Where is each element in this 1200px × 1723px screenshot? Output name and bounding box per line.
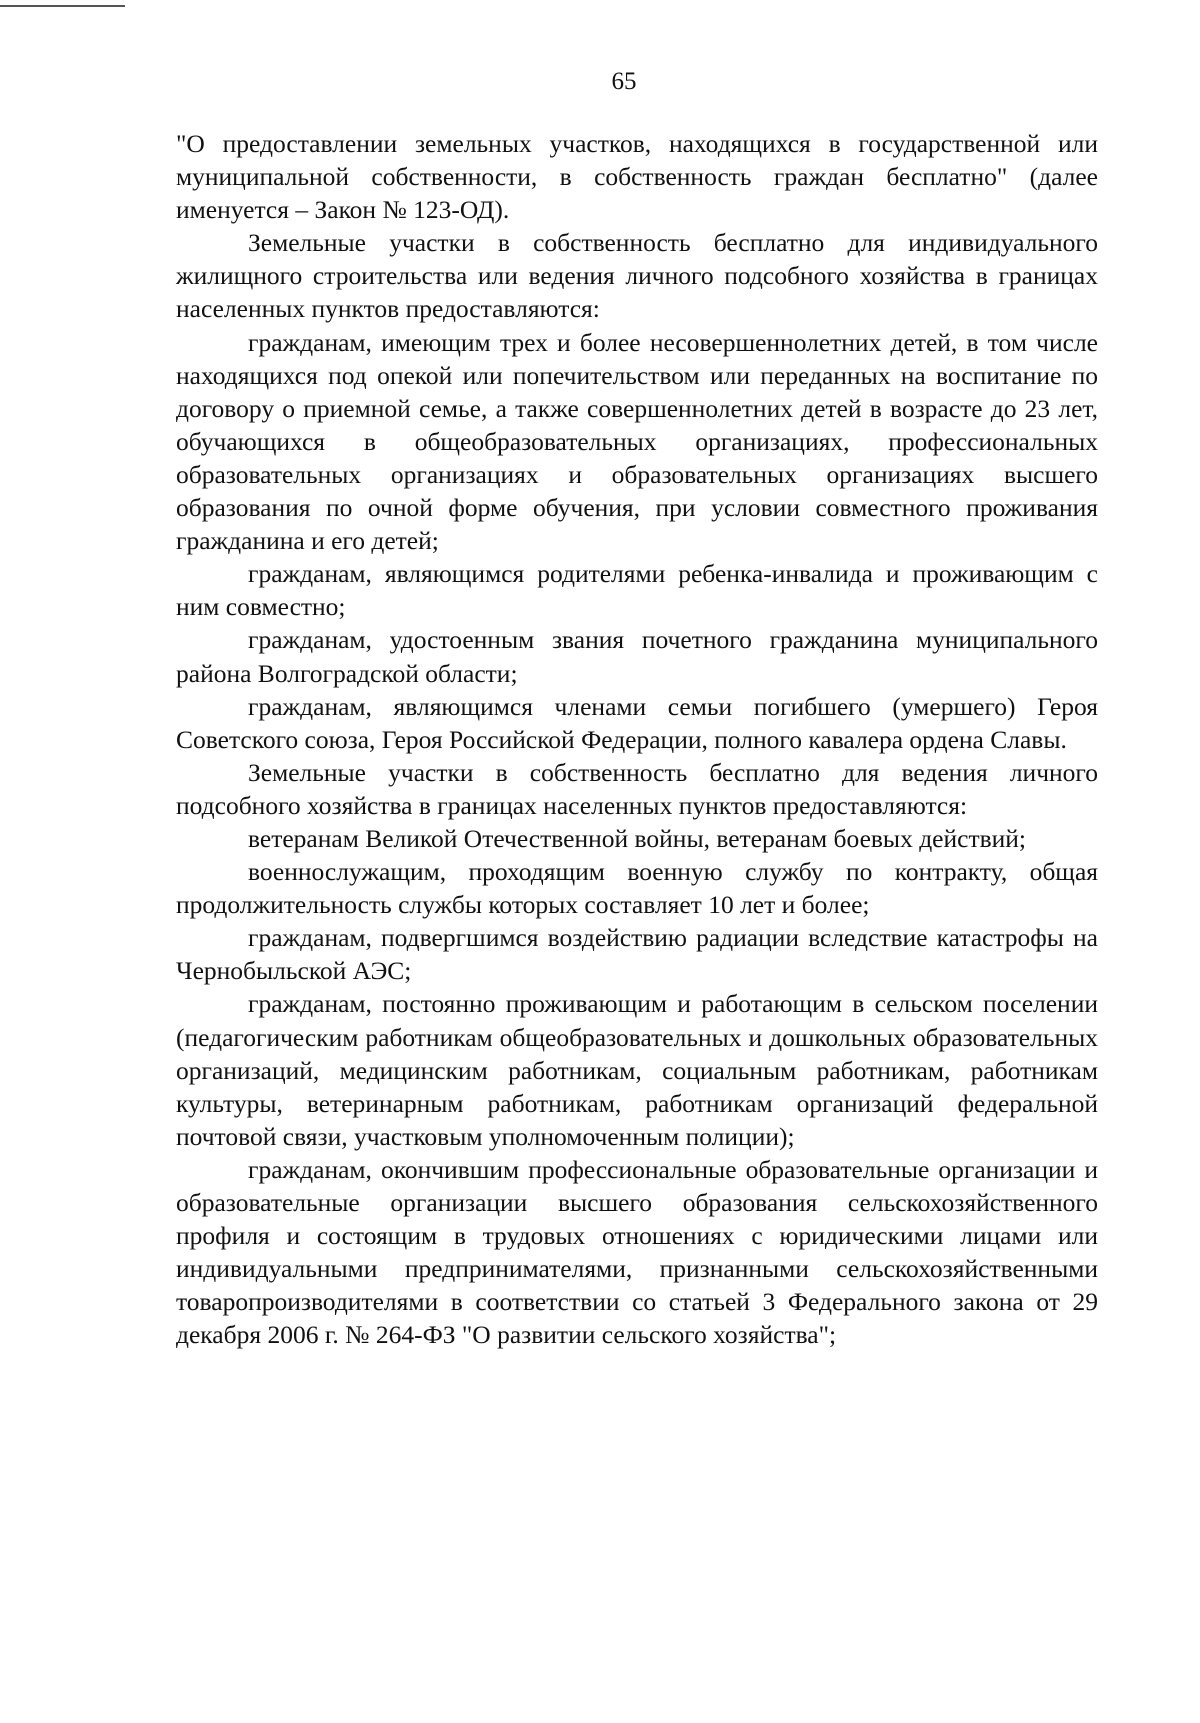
paragraph: Земельные участки в собственность бесплатно для индивидуального жилищного строительства или ведения личного подсобного хозяйства в границах населенных пунктов предоставляются: <box>176 228 1098 324</box>
paragraph: гражданам, являющимся родителями ребенка-инвалида и проживающим с ним совместно; <box>176 559 1098 622</box>
document-body <box>176 127 1098 1351</box>
paragraph: гражданам, постоянно проживающим и работающим в сельском поселении (педагогическим работникам общеобразовательных и дошкольных образовательных организаций, медицинским работникам, социальным работникам, работникам культуры, ветеринарным работникам, работникам организаций федеральной почтовой связи, участковым уполномоченным полиции); <box>176 989 1098 1151</box>
paragraph: гражданам, имеющим трех и более несовершеннолетних детей, в том числе находящихся под опекой или попечительством или переданных на воспитание по договору о приемной семье, а также совершеннолетних детей в возрасте до 23 лет, обучающихся в общеобразовательных организациях, профессиональных образовательных организациях и образовательных организациях высшего образования по очной форме обучения, при условии совместного проживания гражданина и его детей; <box>176 327 1098 556</box>
paragraph: гражданам, являющимся членами семьи погибшего (умершего) Героя Советского союза, Героя Российской Федерации, полного кавалера ордена Славы. <box>176 691 1098 754</box>
paragraph: гражданам, удостоенным звания почетного гражданина муниципального района Волгоградской области; <box>176 625 1098 688</box>
paragraph: гражданам, окончившим профессиональные образовательные организации и образовательные организации высшего образования сельскохозяйственного профиля и состоящим в трудовых отношениях с юридическими лицами или индивидуальными предпринимателями, признанными сельскохозяйственными товаропроизводителями в соответствии со статьей 3 Федерального закона от 29 декабря 2006 г. № 264-ФЗ "О развитии сельского хозяйства"; <box>176 1154 1098 1350</box>
paragraph: "О предоставлении земельных участков, находящихся в государственной или муниципальной собственности, в собственность граждан бесплатно" (далее именуется – Закон № 123-ОД). <box>176 129 1098 225</box>
page-number: 65 <box>611 68 637 95</box>
paragraph: гражданам, подвергшимся воздействию радиации вследствие катастрофы на Чернобыльской АЭС; <box>176 923 1098 986</box>
paragraph: военнослужащим, проходящим военную службу по контракту, общая продолжительность службы которых составляет 10 лет и более; <box>176 857 1098 920</box>
paragraph: Земельные участки в собственность бесплатно для ведения личного подсобного хозяйства в границах населенных пунктов предоставляются: <box>176 757 1098 820</box>
scan-edge-line <box>0 5 125 7</box>
paragraph: ветеранам Великой Отечественной войны, ветеранам боевых действий; <box>248 823 1027 853</box>
